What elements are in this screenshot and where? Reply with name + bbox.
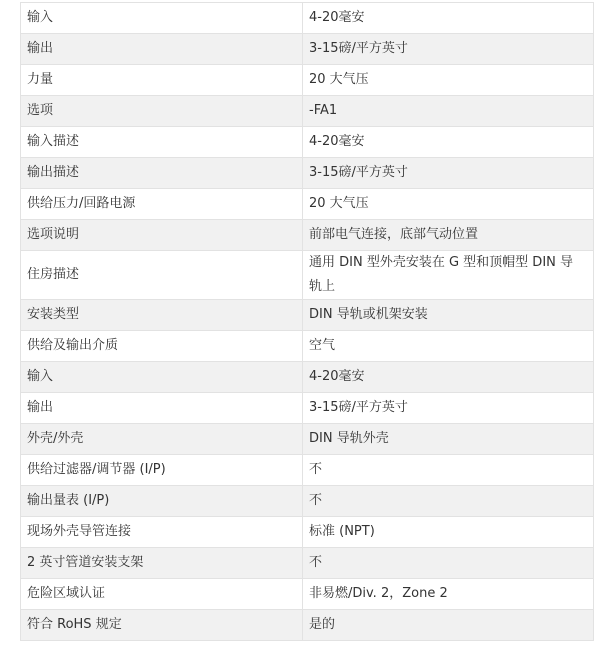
table-row	[21, 65, 594, 96]
row-value: 4-20毫安	[303, 3, 594, 34]
row-value: 是的	[303, 610, 594, 641]
table-row	[21, 424, 594, 455]
table-row	[21, 517, 594, 548]
row-label: 输出	[21, 34, 303, 65]
row-value: 3-15磅/平方英寸	[303, 34, 594, 65]
table-row	[21, 300, 594, 331]
row-label: 符合 RoHS 规定	[21, 610, 303, 641]
table-row	[21, 548, 594, 579]
row-label: 外壳/外壳	[21, 424, 303, 455]
row-value: 非易燃/Div. 2，Zone 2	[303, 579, 594, 610]
row-label: 力量	[21, 65, 303, 96]
row-label: 供给过滤器/调节器 (I/P)	[21, 455, 303, 486]
row-value: 不	[303, 548, 594, 579]
row-value: 3-15磅/平方英寸	[303, 158, 594, 189]
table-row	[21, 610, 594, 641]
table-row	[21, 220, 594, 251]
row-value: 20 大气压	[303, 189, 594, 220]
table-row	[21, 189, 594, 220]
table-row	[21, 486, 594, 517]
row-value: 不	[303, 455, 594, 486]
row-value: DIN 导轨或机架安装	[303, 300, 594, 331]
row-value: 4-20毫安	[303, 127, 594, 158]
spec-table-body	[21, 3, 594, 641]
row-label: 选项说明	[21, 220, 303, 251]
table-row	[21, 34, 594, 65]
row-value: 3-15磅/平方英寸	[303, 393, 594, 424]
table-row	[21, 362, 594, 393]
row-label: 安装类型	[21, 300, 303, 331]
row-value: 前部电气连接，底部气动位置	[303, 220, 594, 251]
row-value: 不	[303, 486, 594, 517]
row-label: 供给及输出介质	[21, 331, 303, 362]
row-value: 标准 (NPT)	[303, 517, 594, 548]
row-label: 现场外壳导管连接	[21, 517, 303, 548]
row-label: 2 英寸管道安装支架	[21, 548, 303, 579]
table-row	[21, 96, 594, 127]
row-value: 空气	[303, 331, 594, 362]
table-row	[21, 158, 594, 189]
table-row	[21, 127, 594, 158]
table-row	[21, 3, 594, 34]
spec-table	[20, 2, 594, 641]
row-label: 供给压力/回路电源	[21, 189, 303, 220]
row-value: 通用 DIN 型外壳安装在 G 型和顶帽型 DIN 导轨上	[303, 251, 594, 300]
table-row	[21, 251, 594, 300]
row-label: 危险区域认证	[21, 579, 303, 610]
row-label: 输入	[21, 3, 303, 34]
table-row	[21, 393, 594, 424]
row-value: -FA1	[303, 96, 594, 127]
row-label: 选项	[21, 96, 303, 127]
row-value: 20 大气压	[303, 65, 594, 96]
row-label: 输入描述	[21, 127, 303, 158]
row-label: 输出量表 (I/P)	[21, 486, 303, 517]
row-value: 4-20毫安	[303, 362, 594, 393]
table-row	[21, 579, 594, 610]
row-value: DIN 导轨外壳	[303, 424, 594, 455]
table-row	[21, 331, 594, 362]
row-label: 输入	[21, 362, 303, 393]
row-label: 输出描述	[21, 158, 303, 189]
row-label: 输出	[21, 393, 303, 424]
row-label: 住房描述	[21, 251, 303, 300]
table-row	[21, 455, 594, 486]
